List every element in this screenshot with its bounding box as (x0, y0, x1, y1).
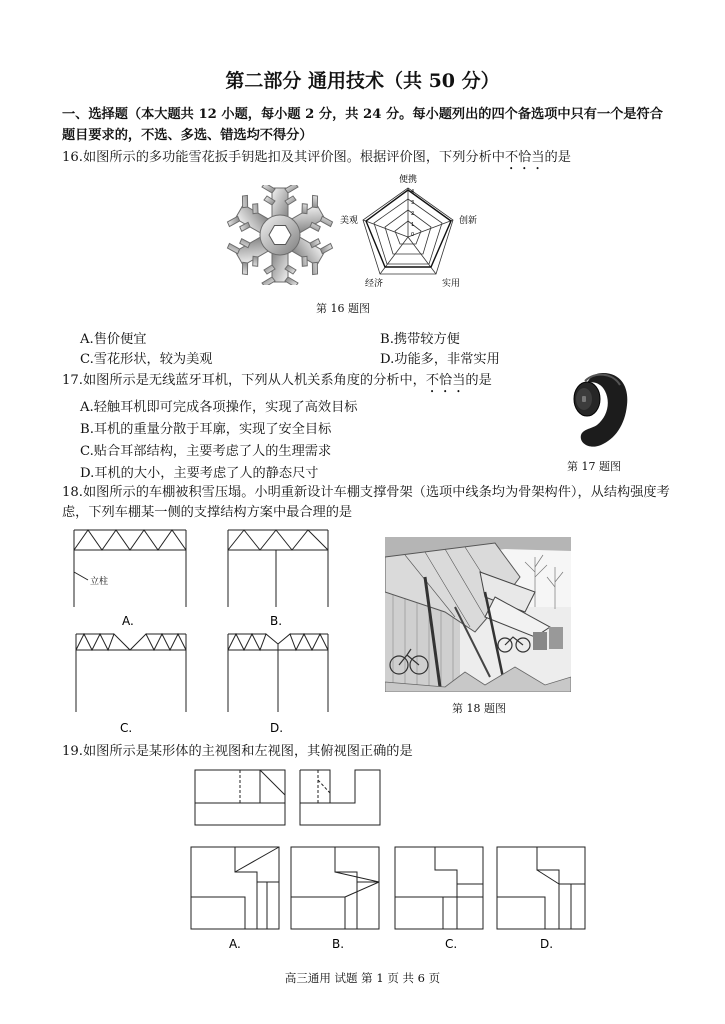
q18-diagram-a (74, 530, 186, 607)
q17-caption: 第 17 题图 (567, 460, 621, 473)
q17-option-c[interactable]: C.贴合耳部结构，主要考虑了人的生理需求 (80, 444, 332, 459)
q19-option-b-view (291, 847, 379, 929)
radar-tick: 0 (411, 232, 415, 238)
q18-diagram-d (228, 634, 328, 712)
q17-option-a[interactable]: A.轻触耳机即可完成各项操作，实现了高效目标 (80, 400, 358, 415)
q16-option-a[interactable]: A.售价便宜 (80, 332, 147, 347)
q18-label-c[interactable]: C. (120, 721, 133, 735)
q19-option-views (185, 842, 595, 957)
q18-diagram-c (76, 634, 186, 712)
radar-tick: 2 (411, 211, 415, 217)
q17-stem: 17.如图所示是无线蓝牙耳机，下列从人机关系角度的分析中，不恰当的是 (62, 373, 492, 388)
q16-option-d[interactable]: D.功能多，非常实用 (380, 352, 500, 367)
q18-diagram-b (228, 530, 328, 607)
radar-label-practical: 实用 (442, 279, 461, 289)
q16-emphasis: 不恰当 (504, 150, 545, 165)
radar-label-portable: 便携 (398, 175, 418, 185)
q16-option-b[interactable]: B.携带较方便 (380, 332, 460, 347)
q17-option-d[interactable]: D.耳机的大小，主要考虑了人的静态尺寸 (80, 466, 319, 481)
q16-caption: 第 16 题图 (316, 302, 370, 315)
q19-label-a[interactable]: A. (229, 937, 241, 951)
q17-emphasis: 不恰当 (425, 373, 466, 388)
q19-option-d-view (497, 847, 585, 929)
q16-stem: 16.如图所示的多功能雪花扳手钥匙扣及其评价图。根据评价图，下列分析中不恰当的是 (62, 150, 571, 165)
snowflake-wrench-icon (225, 185, 335, 285)
evaluation-radar-chart (330, 170, 490, 295)
page-title: 第二部分 通用技术（共 50 分） (225, 70, 500, 92)
q17-option-b[interactable]: B.耳机的重量分散于耳廓，实现了安全目标 (80, 422, 332, 437)
earphone-icon (565, 365, 635, 450)
q18-label-d[interactable]: D. (270, 721, 284, 735)
radar-values (366, 190, 451, 267)
radar-label-beauty: 美观 (339, 216, 358, 226)
column-label: 立柱 (90, 577, 109, 587)
q19-label-c[interactable]: C. (445, 937, 458, 951)
q19-given-views (190, 765, 390, 830)
radar-label-innovation: 创新 (459, 216, 478, 226)
radar-label-economy: 经济 (364, 279, 384, 289)
collapsed-carport-image (385, 537, 571, 692)
radar-tick: 3 (411, 200, 415, 206)
q16-option-c[interactable]: C.雪花形状，较为美观 (80, 352, 213, 367)
left-view (300, 770, 380, 825)
q19-option-a-view (191, 847, 279, 929)
q19-label-d[interactable]: D. (540, 937, 554, 951)
page-footer: 高三通用 试题 第 1 页 共 6 页 (284, 971, 441, 985)
q18-stem: 18.如图所示的车棚被积雪压塌。小明重新设计车棚支撑骨架（选项中线条均为骨架构件），从结构强度考虑，下列车棚某一侧的支撑结构方案中最合理的是 (62, 485, 670, 520)
radar-tick: 4 (411, 189, 415, 195)
q19-option-c-view (395, 847, 483, 929)
q19-stem: 19.如图所示是某形体的主视图和左视图，其俯视图正确的是 (62, 744, 413, 759)
q19-label-b[interactable]: B. (332, 937, 345, 951)
radar-tick: 1 (411, 222, 415, 228)
q18-label-b[interactable]: B. (270, 614, 283, 628)
q18-options-diagrams (60, 522, 360, 742)
section-heading: 一、选择题（本大题共 12 小题，每小题 2 分，共 24 分。每小题列出的四个备选项中只有一个是符合题目要求的，不选、多选、错选均不得分） (62, 107, 663, 143)
q18-label-a[interactable]: A. (122, 614, 134, 628)
front-view (195, 770, 285, 825)
q18-caption: 第 18 题图 (452, 702, 506, 715)
